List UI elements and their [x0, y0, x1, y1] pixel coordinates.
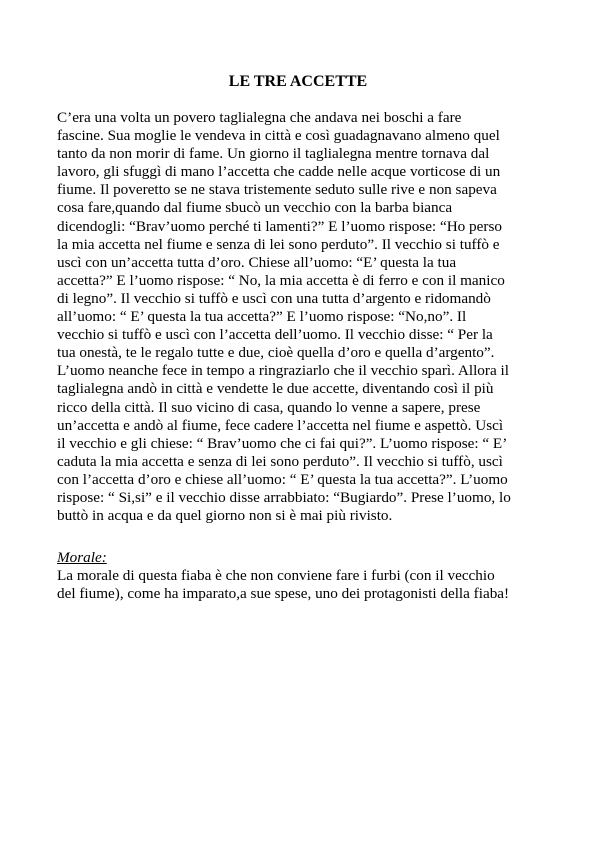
story-text: C’era una volta un povero taglialegna che andava nei boschi a fare fascine. Sua moglie le vendeva in città e così guadagnavano almeno quel tanto da non morir di fame. Un giorno il taglialegna mentre tornava dal lavoro, gli sfuggì di mano l’accetta che cadde nelle acque vorticose di un fiume. Il poveretto se ne stava tristemente seduto sulle rive e non sapeva cosa fare,quando dal fiume sbucò un vecchio con la barba bianca dicendogli: “Brav’uomo perché ti lamenti?” E l’uomo rispose: “Ho perso la mia accetta nel fiume e senza di lei sono perduto”. Il vecchio si tuffò e uscì con un’accetta tutta d’oro. Chiese all’uomo: “E’ questa la tua accetta?” E l’uomo rispose: “ No, la mia accetta è di ferro e con il manico di legno”. Il vecchio si tuffò e uscì con una tutta d’argento e ridomandò all’uomo: “ E’ questa la tua accetta?” E l’uomo rispose: “No,no”. Il vecchio si tuffò e uscì con l’accetta dell’uomo. Il vecchio disse: “ Per la tua onestà, te le regalo tutte e due, cioè quella d’oro e quella d’argento”. L’uomo neanche fece in tempo a ringraziarlo che il vecchio sparì. Allora il taglialegna andò in città e vendette le due accette, diventando così il più ricco della città. Il suo vicino di casa, quando lo venne a sapere, prese un’accetta e andò al fiume, fece cadere l’accetta nel fiume e aspettò. Uscì il vecchio e gli chiese: “ Brav’uomo che ci fai qui?”. L’uomo rispose: “ E’ caduta la mia accetta e senza di lei sono perduto”. Il vecchio si tuffò, uscì con l’accetta d’oro e chiese all’uomo: “ E’ questa la tua accetta?”. L’uomo rispose: “ Si,si” e il vecchio disse arrabbiato: “Bugiardo”. Prese l’uomo, lo buttò in acqua e da quel giorno non si è mai più rivisto. — [57, 109, 511, 525]
moral-heading: Morale: — [57, 549, 107, 566]
document-title: LE TRE ACCETTE — [228, 73, 368, 90]
moral-text: La morale di questa fiaba è che non conviene fare i furbi (con il vecchio del fiume), come ha imparato,a sue spese, uno dei protagonisti della fiaba! — [57, 567, 510, 603]
